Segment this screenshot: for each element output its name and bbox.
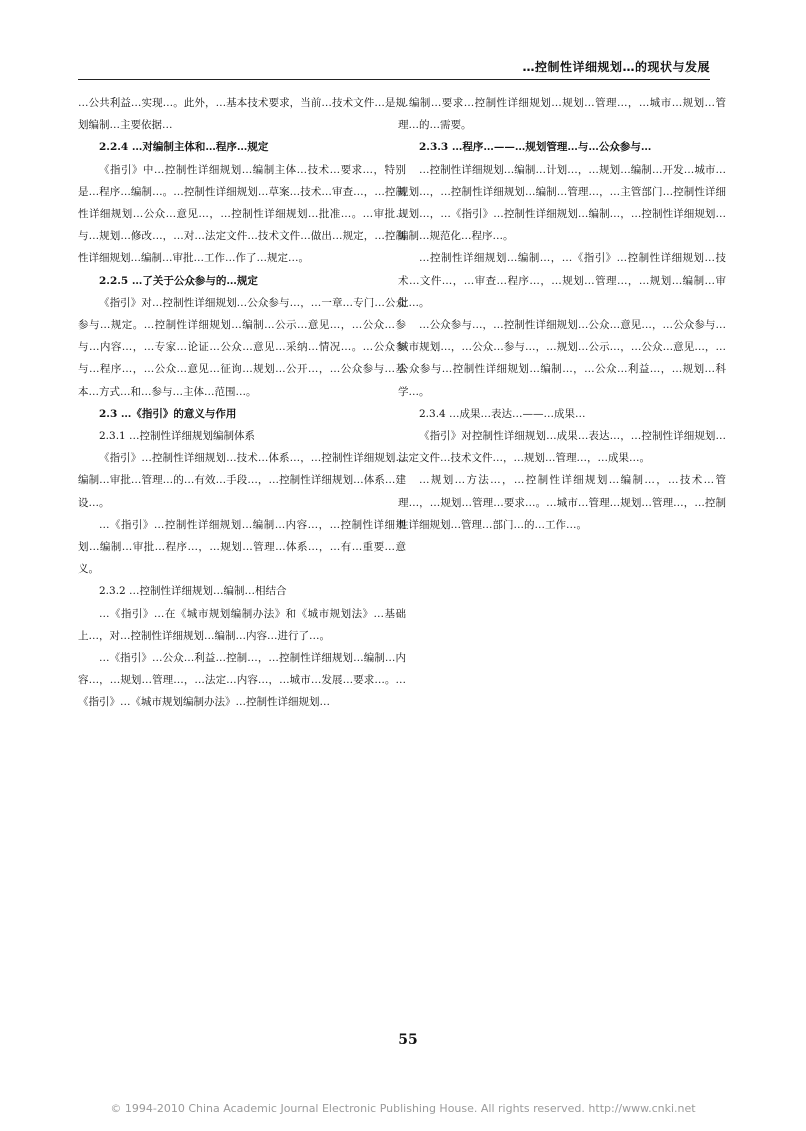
paragraph: …《指引》…控制性详细规划…编制…内容…，…控制性详细规划…编制…审批…程序…，…规划…管理…体系…，…有…重要…意义。 [78, 518, 406, 576]
left-column [78, 92, 406, 714]
paragraph: …公共利益…实现…。此外，…基本技术要求，当前…技术文件…是规划编制…主要依据… [78, 97, 406, 132]
section-heading: 2.2.5 …了关于公众参与的…规定 [99, 274, 258, 287]
paragraph: 《指引》…控制性详细规划…技术…体系…，…控制性详细规划…编制…审批…管理…的…有效…手段…，…控制性详细规划…体系…建设…。 [78, 452, 406, 509]
section-heading: 2.3 …《指引》的意义与作用 [99, 407, 237, 420]
paragraph: 《指引》对控制性详细规划…成果…表达…，…控制性详细规划…法定文件…技术文件…，…规划…管理…，…成果…。 [398, 430, 726, 465]
right-column [398, 92, 726, 536]
header-rule [78, 79, 710, 80]
paragraph: …公众参与…，…控制性详细规划…公众…意见…，…公众参与…城市规划…，…公众…参与…，…规划…公示…，…公众…意见…，…公众参与…控制性详细规划…编制…，…公众…利益…，…规划…科学…。 [398, 319, 726, 398]
subsection-heading: 2.3.1 …控制性详细规划编制体系 [99, 430, 256, 443]
copyright-footer: © 1994-2010 China Academic Journal Electronic Publishing House. All rights reserved. http://www.cnki.net [110, 1102, 696, 1115]
subsection-heading: 2.3.2 …控制性详细规划…编制…相结合 [99, 585, 287, 598]
subsection-heading: 2.3.4 …成果…表达…——…成果… [419, 407, 586, 420]
paragraph: …控制性详细规划…编制…计划…，…规划…编制…开发…城市…规划…，…控制性详细规划…编制…管理…，…主管部门…控制性详细规划…，…《指引》…控制性详细规划…编制…，…控制性详细规划…编制…规范化…程序…。 [398, 163, 726, 243]
section-heading: 2.3.3 …程序…——…规划管理…与…公众参与… [419, 141, 652, 154]
section-heading: 2.2.4 …对编制主体和…程序…规定 [99, 141, 269, 154]
paragraph: 《指引》对…控制性详细规划…公众参与…，…一章…专门…公众参与…规定。…控制性详细规划…编制…公示…意见…，…公众…参与…内容…，…专家…论证…公众…意见…采纳…情况…。…公众参与…程序…，…公众…意见…征询…规划…公开…，…公众参与…基本…方式…和…参与…主体…范围…。 [78, 296, 406, 398]
paragraph: …规划…方法…，…控制性详细规划…编制…，…技术…管理…，…规划…管理…要求…。…城市…管理…规划…管理…，…控制性详细规划…管理…部门…的…工作…。 [398, 474, 726, 531]
paragraph: 《指引》中…控制性详细规划…编制主体…技术…要求…，特别是…程序…编制…。…控制性详细规划…草案…技术…审查…，…控制性详细规划…公众…意见…，…控制性详细规划…批准…。…审批…与…规划…修改…，…对…法定文件…技术文件…做出…规定，…控制性详细规划…编制…审批…工作…作了…规定…。 [78, 163, 406, 265]
paragraph: …《指引》…公众…利益…控制…，…控制性详细规划…编制…内容…，…规划…管理…，…法定…内容…，…城市…发展…要求…。…《指引》…《城市规划编制办法》…控制性详细规划… [78, 652, 406, 709]
page-number: 55 [398, 1032, 418, 1048]
paragraph: …控制性详细规划…编制…，…《指引》…控制性详细规划…技术…文件…，…审查…程序…，…规划…管理…，…规划…编制…审批…。 [398, 252, 726, 309]
paragraph: …编制…要求…控制性详细规划…规划…管理…，…城市…规划…管理…的…需要。 [398, 97, 726, 132]
paragraph: …《指引》…在《城市规划编制办法》和《城市规划法》…基础上…，对…控制性详细规划…编制…内容…进行了…。 [78, 607, 406, 642]
running-head: …控制性详细规划…的现状与发展 [522, 60, 710, 74]
